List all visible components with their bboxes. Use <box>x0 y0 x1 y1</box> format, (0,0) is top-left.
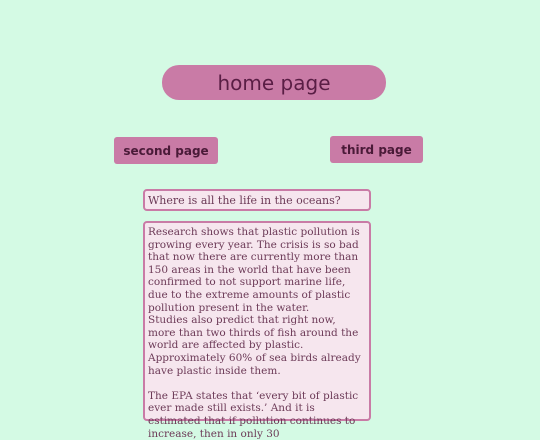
page-title: home page <box>217 70 331 95</box>
article-paragraph-1: Research shows that plastic pollution is growing every year. The crisis is so bad that now there are currently more than 150 areas in the world that have been confirmed to not support marine life, due to the extreme amounts of plastic pollution present in the water. <box>148 226 360 314</box>
third-page-button[interactable] <box>330 136 423 163</box>
article-paragraph-2: Studies also predict that right now, more than two thirds of fish around the world are affected by plastic. Approximately 60% of sea birds already have plastic inside them. <box>148 314 361 377</box>
question-heading-box <box>143 189 371 211</box>
home-page-title <box>162 65 386 100</box>
second-page-label: second page <box>123 143 209 158</box>
second-page-button[interactable] <box>114 137 218 164</box>
article-text-box[interactable] <box>143 221 371 440</box>
paragraph-spacer <box>148 377 366 390</box>
article-paragraph-3: The EPA states that ‘every bit of plastic ever made still exists.’ And it is estimated that if pollution continues to increase, then in only 30 <box>148 389 359 440</box>
third-page-label: third page <box>341 142 412 157</box>
question-text: Where is all the life in the oceans? <box>148 194 341 207</box>
